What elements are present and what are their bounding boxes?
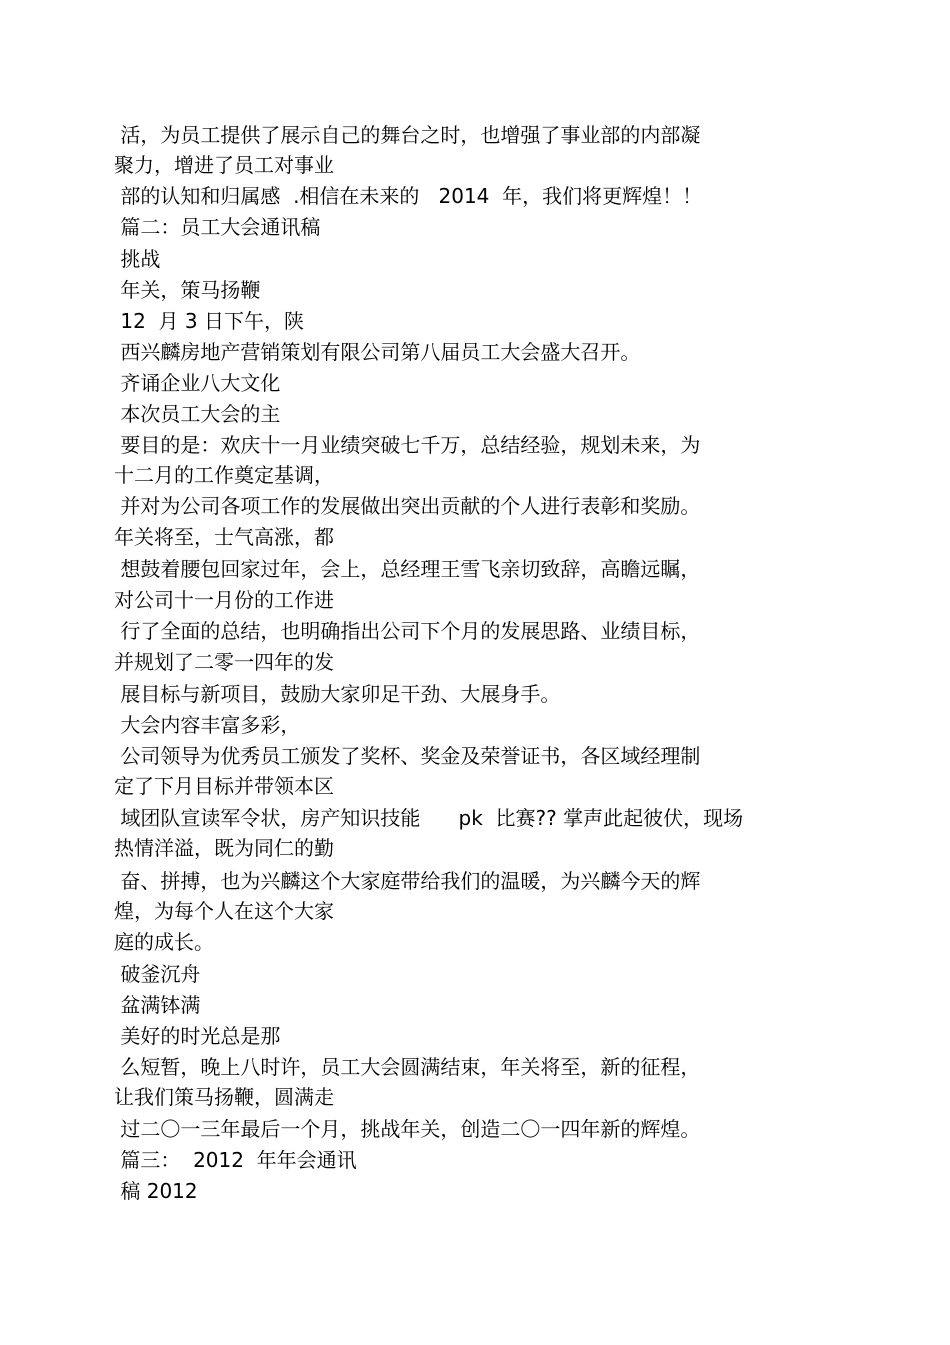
text-line: 定了下月目标并带领本区: [114, 774, 334, 798]
text-line: 篇三： 2012 年年会通讯: [114, 1148, 357, 1172]
text-line: 挑战: [114, 247, 161, 271]
text-line: 活，为员工提供了展示自己的舞台之时，也增强了事业部的内部凝: [114, 123, 701, 147]
text-line: 齐诵企业八大文化: [114, 371, 281, 395]
text-line: 美好的时光总是那: [114, 1024, 281, 1048]
text-line: 盆满钵满: [114, 993, 201, 1017]
text-line: 煌，为每个人在这个大家: [114, 899, 334, 923]
text-line: 公司领导为优秀员工颁发了奖杯、奖金及荣誉证书，各区域经理制: [114, 744, 701, 768]
text-line: 让我们策马扬鞭，圆满走: [114, 1085, 334, 1109]
text-line: 行了全面的总结，也明确指出公司下个月的发展思路、业绩目标，: [114, 619, 701, 643]
text-line: 大会内容丰富多彩，: [114, 713, 301, 737]
text-line: 本次员工大会的主: [114, 402, 281, 426]
text-line: 12 月 3 日下午，陕: [114, 309, 304, 333]
text-line: 要目的是：欢庆十一月业绩突破七千万，总结经验，规划未来，为: [114, 433, 701, 457]
text-line: 篇二：员工大会通讯稿: [114, 215, 321, 239]
text-line: 并对为公司各项工作的发展做出突出贡献的个人进行表彰和奖励。: [114, 494, 701, 518]
text-line: 年关，策马扬鞭: [114, 278, 261, 302]
text-line: 展目标与新项目，鼓励大家卯足干劲、大展身手。: [114, 682, 561, 706]
text-line: 对公司十一月份的工作进: [114, 588, 334, 612]
text-line: 聚力，增进了员工对事业: [114, 153, 334, 177]
text-line: 破釜沉舟: [114, 962, 201, 986]
text-line: 热情洋溢，既为同仁的勤: [114, 836, 334, 860]
text-line: 奋、拼搏，也为兴麟这个大家庭带给我们的温暖，为兴麟今天的辉: [114, 869, 701, 893]
text-line: 并规划了二零一四年的发: [114, 650, 334, 674]
text-line: 西兴麟房地产营销策划有限公司第八届员工大会盛大召开。: [114, 340, 641, 364]
text-line: 想鼓着腰包回家过年，会上，总经理王雪飞亲切致辞，高瞻远瞩，: [114, 557, 701, 581]
text-line: 十二月的工作奠定基调，: [114, 463, 334, 487]
text-line: 么短暂，晚上八时许，员工大会圆满结束，年关将至，新的征程，: [114, 1055, 701, 1079]
text-line: 域团队宣读军令状，房产知识技能 pk 比赛?? 掌声此起彼伏，现场: [114, 806, 744, 830]
text-line: 年关将至，士气高涨，都: [114, 525, 334, 549]
text-line: 过二〇一三年最后一个月，挑战年关，创造二〇一四年新的辉煌。: [114, 1117, 701, 1141]
text-line: 稿 2012: [114, 1179, 198, 1203]
text-line: 庭的成长。: [114, 930, 214, 954]
text-line: 部的认知和归属感 .相信在未来的 2014 年，我们将更辉煌！！: [114, 184, 703, 208]
